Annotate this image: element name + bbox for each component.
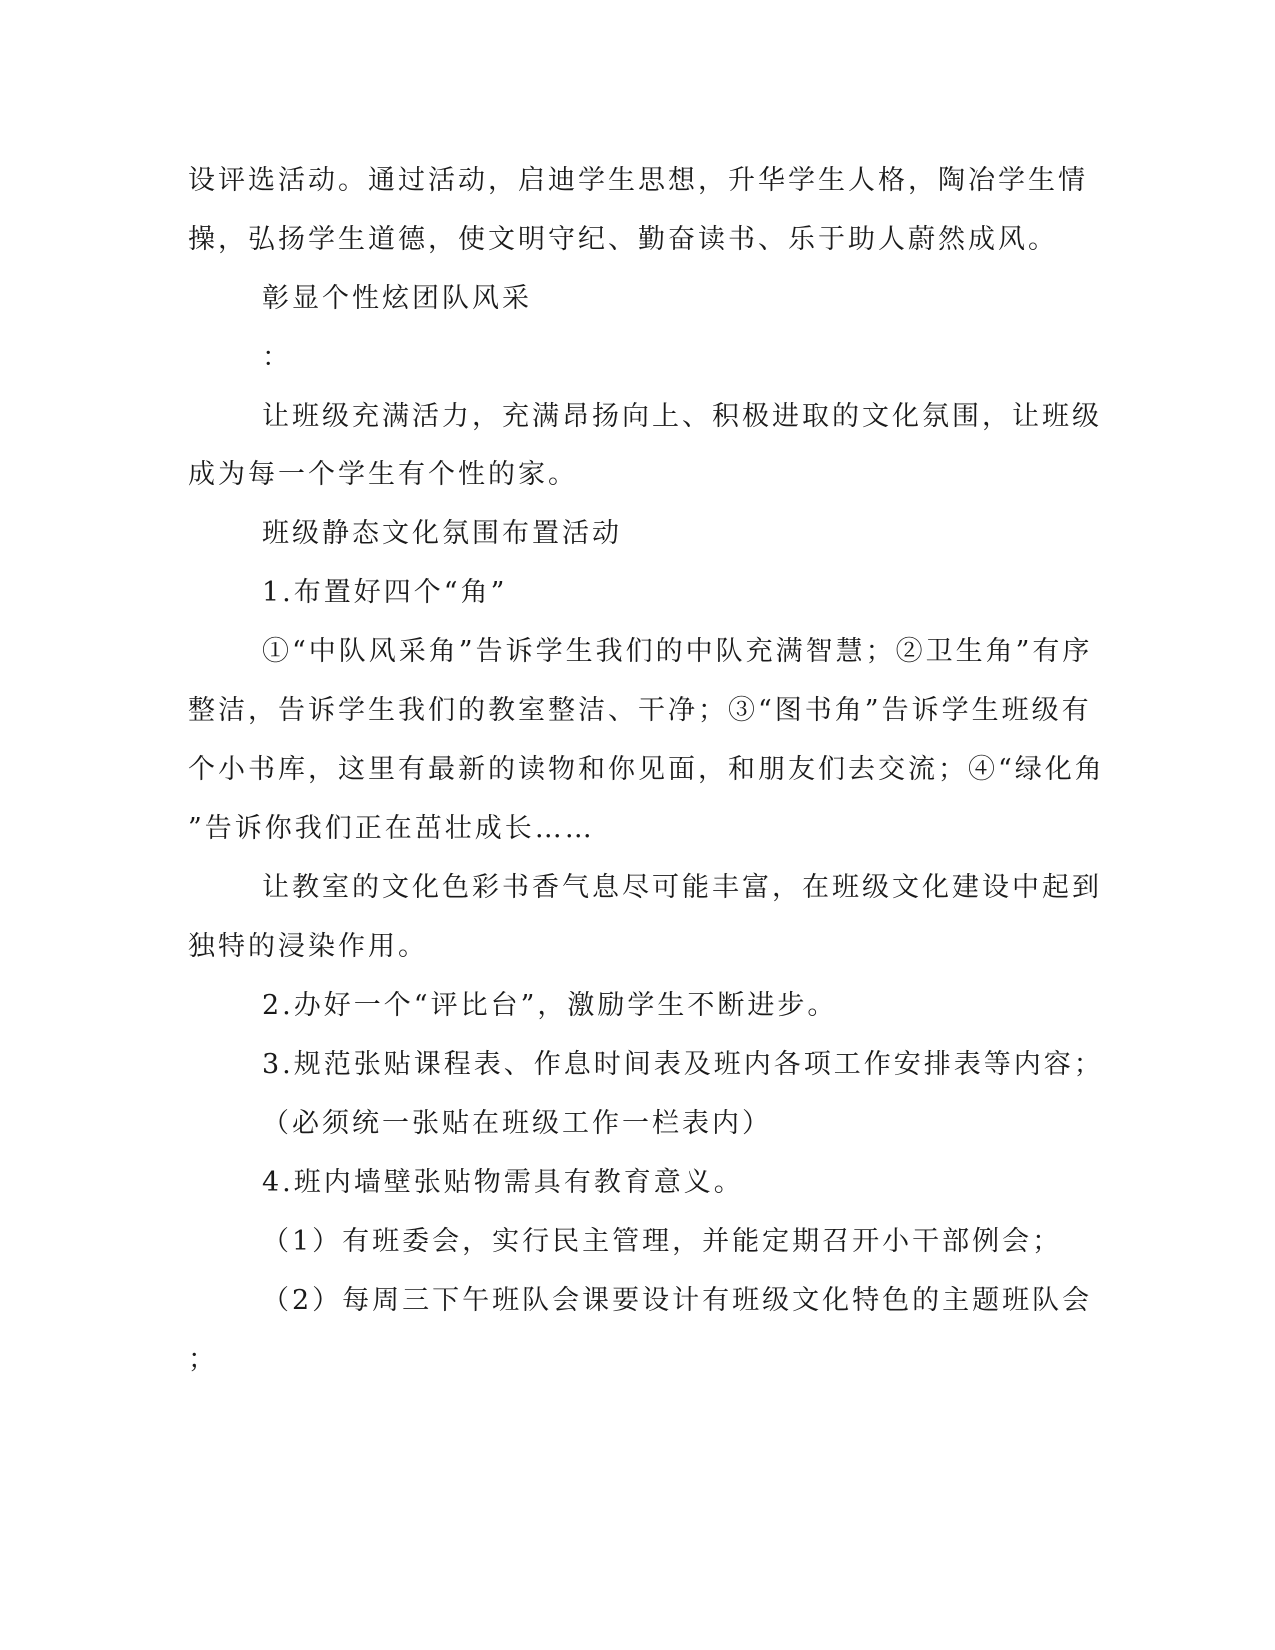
section-heading-team-style: 彰显个性炫团队风采	[262, 283, 532, 314]
paragraph-line-14: 独特的浸染作用。	[188, 931, 428, 962]
paragraph-line-13: 让教室的文化色彩书香气息尽可能丰富，在班级文化建设中起到	[262, 872, 1102, 903]
paragraph-line-10: 整洁，告诉学生我们的教室整洁、干净；③“图书角”告诉学生班级有	[188, 695, 1092, 726]
semicolon-line: ；	[188, 1344, 218, 1375]
list-item-1: 1.布置好四个“角”	[262, 577, 508, 608]
list-item-2: 2.办好一个“评比台”，激励学生不断进步。	[262, 990, 838, 1021]
paragraph-line-6: 成为每一个学生有个性的家。	[188, 459, 578, 490]
paragraph-line-5: 让班级充满活力，充满昂扬向上、积极进取的文化氛围，让班级	[262, 401, 1102, 432]
section-heading-static-culture: 班级静态文化氛围布置活动	[262, 518, 622, 549]
paragraph-line-11: 个小书库，这里有最新的读物和你见面，和朋友们去交流；④“绿化角	[188, 754, 1105, 785]
sub-item-1: （1）有班委会，实行民主管理，并能定期召开小干部例会；	[262, 1226, 1063, 1257]
colon-line: ：	[262, 342, 292, 373]
paragraph-line-1: 设评选活动。通过活动，启迪学生思想，升华学生人格，陶冶学生情	[188, 165, 1088, 196]
paragraph-line-2: 操，弘扬学生道德，使文明守纪、勤奋读书、乐于助人蔚然成风。	[188, 224, 1058, 255]
list-item-3: 3.规范张贴课程表、作息时间表及班内各项工作安排表等内容；	[262, 1049, 1104, 1080]
list-item-3-note: （必须统一张贴在班级工作一栏表内）	[262, 1108, 772, 1139]
paragraph-line-12: ”告诉你我们正在茁壮成长……	[188, 813, 595, 844]
sub-item-2: （2）每周三下午班队会课要设计有班级文化特色的主题班队会	[262, 1285, 1093, 1316]
paragraph-line-9: ①“中队风采角”告诉学生我们的中队充满智慧；②卫生角”有序	[262, 636, 1093, 667]
list-item-4: 4.班内墙壁张贴物需具有教育意义。	[262, 1167, 744, 1198]
